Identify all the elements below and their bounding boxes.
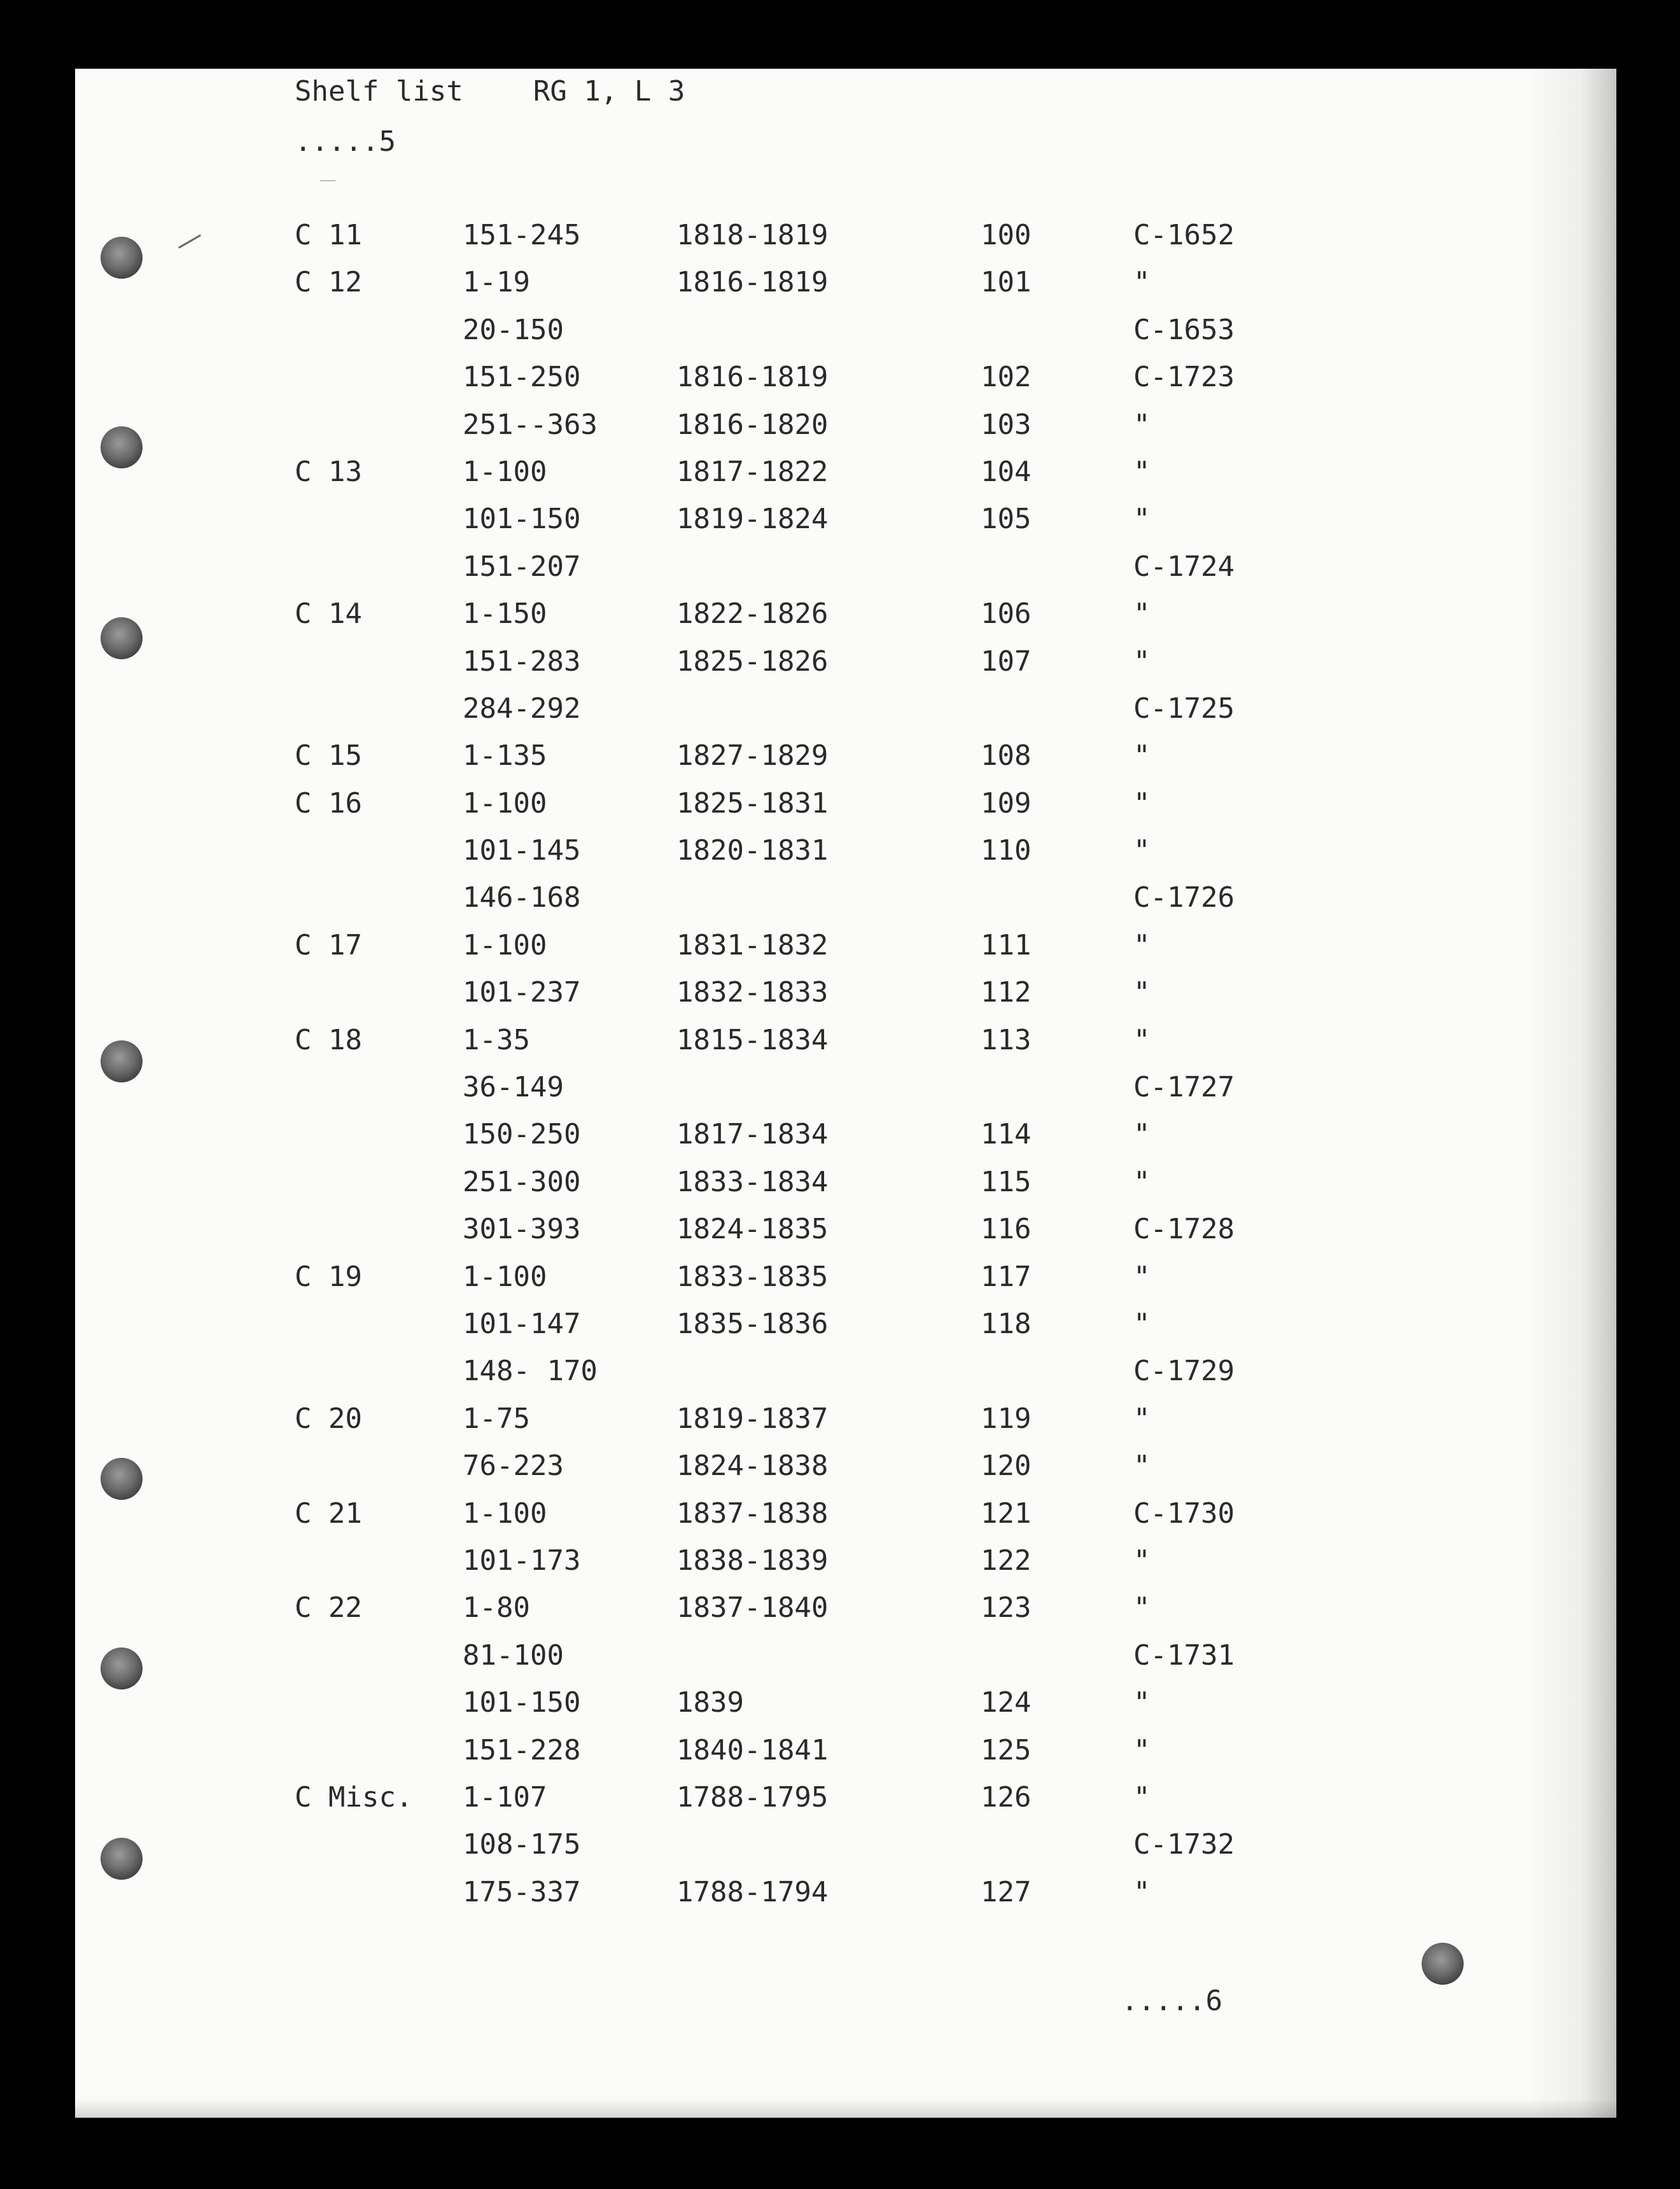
item-range: 1-100 [463,928,547,962]
year-span: 1817-1822 [676,455,829,488]
volume-number: 111 [981,928,1032,962]
item-range: 151-245 [463,219,581,251]
item-range: 1-135 [463,739,547,773]
microfilm-reel: " [1133,408,1151,441]
year-span: 1825-1831 [676,787,829,820]
microfilm-reel: " [1133,1165,1151,1198]
microfilm-reel: " [1133,1686,1151,1719]
item-range: 146-168 [463,881,581,914]
item-range: 101-147 [463,1307,581,1340]
year-span: 1837-1840 [676,1591,829,1625]
year-span: 1837-1838 [676,1497,829,1530]
item-range: 101-237 [463,976,581,1009]
volume-number: 120 [981,1450,1032,1483]
microfilm-reel: " [1133,1780,1151,1814]
document-page [75,69,1616,2118]
item-range: 108-175 [463,1828,581,1861]
punch-hole-icon [101,1647,143,1689]
year-span: 1816-1819 [676,266,829,299]
year-span: 1788-1794 [676,1875,829,1908]
year-span: 1816-1819 [676,361,829,394]
item-range: 1-100 [463,787,547,820]
item-range: 175-337 [463,1875,581,1908]
item-range: 301-393 [463,1213,581,1246]
volume-number: 102 [981,361,1032,394]
microfilm-reel: " [1133,739,1151,773]
year-span: 1816-1820 [676,408,829,441]
item-range: 148- 170 [463,1355,598,1388]
box-label: C 13 [295,455,362,488]
year-span: 1833-1835 [676,1260,829,1293]
microfilm-reel: C-1726 [1133,881,1235,914]
volume-number: 113 [981,1023,1032,1056]
item-range: 1-35 [463,1023,530,1056]
volume-number: 101 [981,266,1032,299]
microfilm-reel: " [1133,1591,1151,1625]
box-label: C Misc. [295,1780,413,1814]
item-range: 81-100 [463,1639,564,1672]
year-span: 1824-1835 [676,1213,829,1246]
punch-hole-icon [101,1458,143,1500]
volume-number: 110 [981,834,1032,867]
box-label: C 14 [295,598,362,631]
microfilm-reel: " [1133,1733,1151,1766]
year-span: 1827-1829 [676,739,829,773]
item-range: 101-150 [463,1686,581,1719]
box-label: C 22 [295,1591,362,1625]
microfilm-reel: C-1725 [1133,692,1235,725]
item-range: 1-100 [463,1260,547,1293]
microfilm-reel: " [1133,1402,1151,1435]
volume-number: 108 [981,739,1032,773]
microfilm-reel: " [1133,1023,1151,1056]
volume-number: 107 [981,645,1032,678]
microfilm-reel: C-1723 [1133,361,1235,394]
volume-number: 104 [981,455,1032,488]
microfilm-reel: " [1133,1307,1151,1340]
year-span: 1817-1834 [676,1118,829,1151]
year-span: 1840-1841 [676,1733,829,1766]
stray-mark [320,180,335,181]
year-span: 1832-1833 [676,976,829,1009]
box-label: C 21 [295,1497,362,1530]
volume-number: 115 [981,1165,1032,1198]
box-label: C 19 [295,1260,362,1293]
punch-hole-icon [1422,1943,1464,1985]
microfilm-reel: C-1732 [1133,1828,1235,1861]
microfilm-reel: " [1133,1450,1151,1483]
year-span: 1820-1831 [676,834,829,867]
volume-number: 116 [981,1213,1032,1246]
continued-to-marker: .....6 [1121,1985,1222,2017]
item-range: 1-100 [463,455,547,488]
item-range: 284-292 [463,692,581,725]
microfilm-reel: C-1730 [1133,1497,1235,1530]
microfilm-reel: " [1133,834,1151,867]
header-title: Shelf list [295,75,463,108]
volume-number: 117 [981,1260,1032,1293]
volume-number: 126 [981,1780,1032,1814]
volume-number: 106 [981,598,1032,631]
item-range: 36-149 [463,1071,564,1104]
year-span: 1822-1826 [676,598,829,631]
year-span: 1835-1836 [676,1307,829,1340]
punch-hole-icon [101,1838,143,1880]
item-range: 101-145 [463,834,581,867]
volume-number: 118 [981,1307,1032,1340]
volume-number: 127 [981,1875,1032,1908]
year-span: 1833-1834 [676,1165,829,1198]
item-range: 1-19 [463,266,530,299]
microfilm-reel: " [1133,976,1151,1009]
volume-number: 119 [981,1402,1032,1435]
volume-number: 109 [981,787,1032,820]
volume-number: 112 [981,976,1032,1009]
item-range: 150-250 [463,1118,581,1151]
item-range: 101-173 [463,1544,581,1577]
volume-number: 124 [981,1686,1032,1719]
year-span: 1815-1834 [676,1023,829,1056]
pencil-tick-mark [178,234,201,249]
item-range: 251--363 [463,408,598,441]
microfilm-reel: " [1133,598,1151,631]
year-span: 1819-1824 [676,503,829,536]
punch-hole-icon [101,237,143,279]
microfilm-reel: C-1731 [1133,1639,1235,1672]
year-span: 1838-1839 [676,1544,829,1577]
item-range: 1-80 [463,1591,530,1625]
punch-hole-icon [101,1040,143,1082]
item-range: 1-107 [463,1780,547,1814]
item-range: 151-207 [463,550,581,583]
volume-number: 121 [981,1497,1032,1530]
volume-number: 100 [981,219,1032,251]
year-span: 1831-1832 [676,928,829,962]
year-span: 1824-1838 [676,1450,829,1483]
item-range: 101-150 [463,503,581,536]
microfilm-reel: " [1133,266,1151,299]
punch-hole-icon [101,617,143,659]
microfilm-reel: " [1133,645,1151,678]
box-label: C 16 [295,787,362,820]
volume-number: 123 [981,1591,1032,1625]
item-range: 76-223 [463,1450,564,1483]
item-range: 1-100 [463,1497,547,1530]
microfilm-reel: " [1133,503,1151,536]
volume-number: 105 [981,503,1032,536]
microfilm-reel: C-1729 [1133,1355,1235,1388]
box-label: C 18 [295,1023,362,1056]
microfilm-reel: C-1652 [1133,219,1235,251]
item-range: 151-283 [463,645,581,678]
item-range: 151-228 [463,1733,581,1766]
year-span: 1818-1819 [676,219,829,251]
year-span: 1788-1795 [676,1780,829,1814]
item-range: 20-150 [463,313,564,346]
microfilm-reel: " [1133,1544,1151,1577]
year-span: 1825-1826 [676,645,829,678]
volume-number: 125 [981,1733,1032,1766]
item-range: 1-150 [463,598,547,631]
box-label: C 12 [295,266,362,299]
microfilm-reel: C-1727 [1133,1071,1235,1104]
microfilm-reel: " [1133,455,1151,488]
microfilm-reel: C-1724 [1133,550,1235,583]
volume-number: 114 [981,1118,1032,1151]
microfilm-reel: " [1133,1260,1151,1293]
microfilm-reel: " [1133,1118,1151,1151]
header-reference: RG 1, L 3 [533,75,685,108]
volume-number: 122 [981,1544,1032,1577]
continued-from-marker: .....5 [295,125,396,158]
box-label: C 20 [295,1402,362,1435]
box-label: C 11 [295,219,362,251]
microfilm-reel: C-1653 [1133,313,1235,346]
box-label: C 17 [295,928,362,962]
item-range: 1-75 [463,1402,530,1435]
page-header [295,75,685,108]
microfilm-reel: C-1728 [1133,1213,1235,1246]
year-span: 1819-1837 [676,1402,829,1435]
volume-number: 103 [981,408,1032,441]
punch-hole-icon [101,426,143,468]
year-span: 1839 [676,1686,744,1719]
item-range: 151-250 [463,361,581,394]
microfilm-reel: " [1133,1875,1151,1908]
item-range: 251-300 [463,1165,581,1198]
microfilm-reel: " [1133,928,1151,962]
box-label: C 15 [295,739,362,773]
microfilm-reel: " [1133,787,1151,820]
